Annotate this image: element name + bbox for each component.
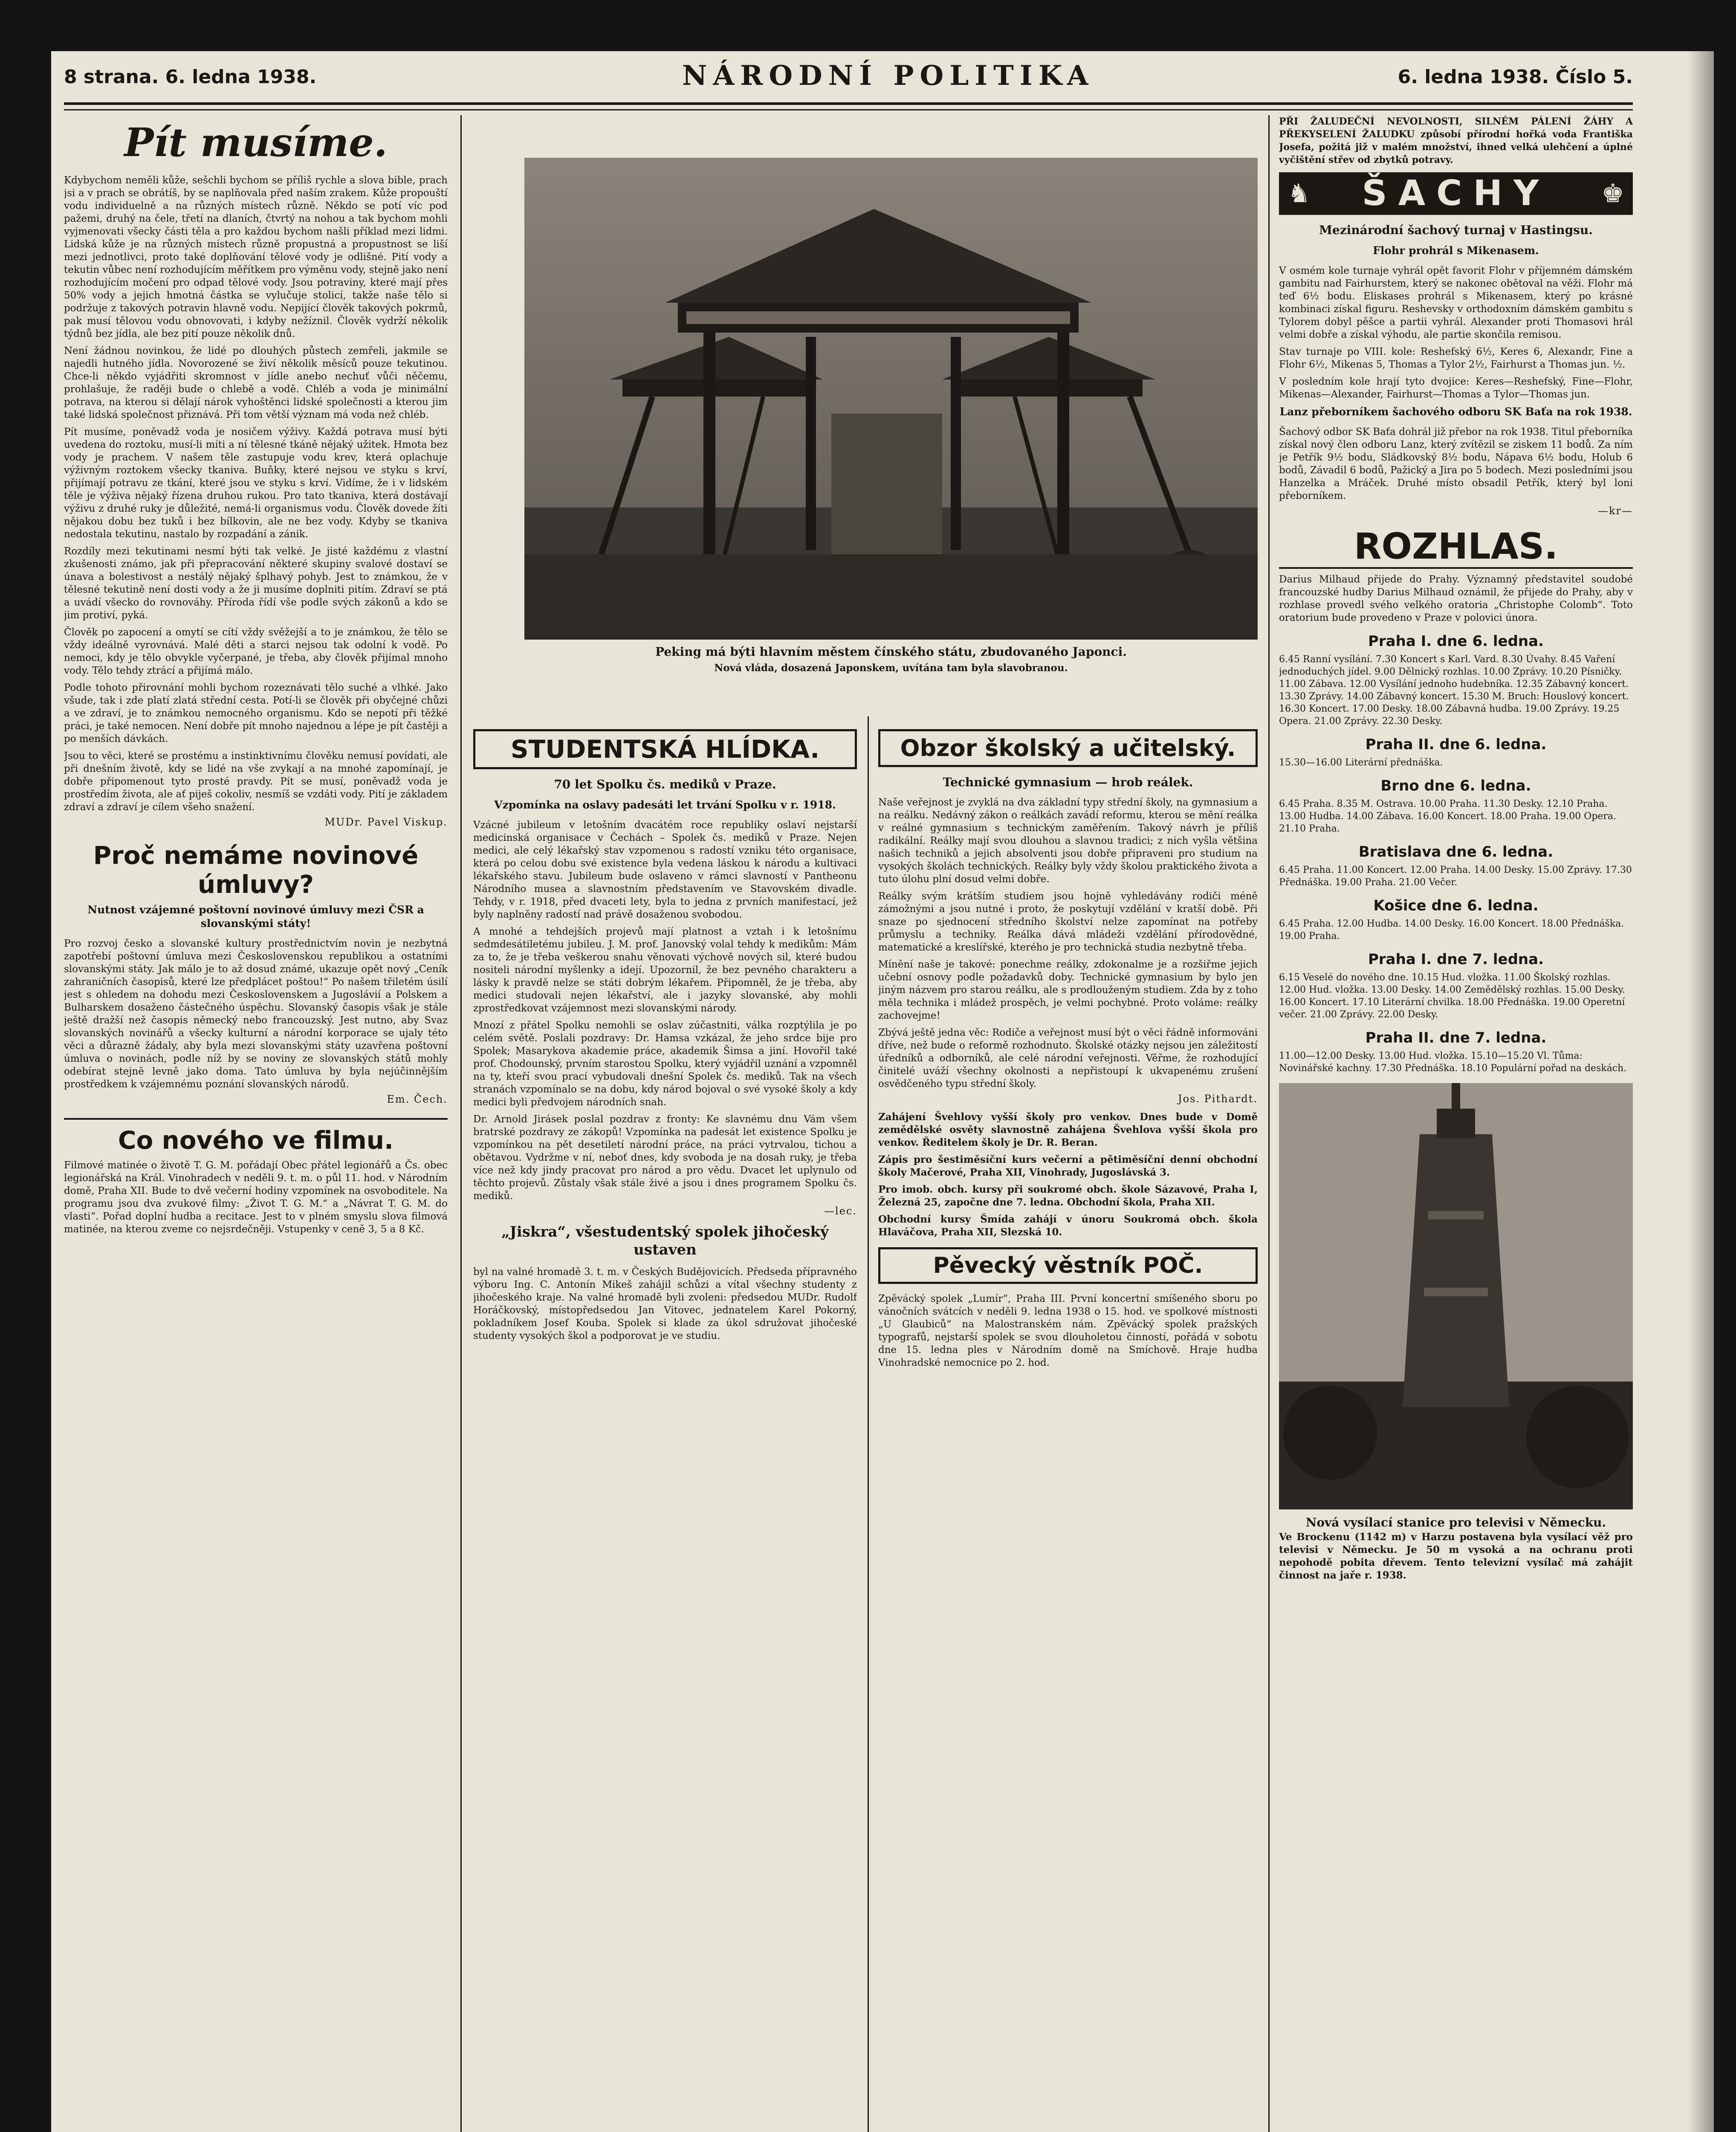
article-paragraph: V posledním kole hrají tyto dvojice: Keres—Reshefský, Fine—Flohr, Mikenas—Alexander, Fairhurst—Thomas a Tylor—Thomas jun. <box>1279 376 1633 400</box>
advertisement-frantisek-josef: PŘI ŽALUDEČNÍ NEVOLNOSTI, SILNÉM PÁLENÍ ŽÁHY A PŘEKYSELENÍ ŽALUDKU způsobí přírodní hořká voda Františka Josefa, požitá již v malém množství, ihned velká ulehčení a úplné vyčištění střev od zbytků potravy. <box>1279 116 1633 165</box>
article-signature: Jos. Pithardt. <box>1178 1093 1258 1105</box>
tv-tower-illustration <box>1279 1083 1633 1509</box>
photo-caption: Peking má býti hlavním městem čínského státu, zbudovaného Japonci. <box>655 645 1127 659</box>
column-1 <box>64 115 448 2132</box>
program-day-heading: Praha I. dne 6. ledna. <box>1368 633 1544 650</box>
column-4 <box>1279 115 1633 2132</box>
header-left: 8 strana. 6. ledna 1938. <box>64 66 317 88</box>
article-paragraph: Darius Milhaud přijede do Prahy. Významný představitel soudobé francouzské hudby Darius Milhaud oznámil, že přijede do Prahy, aby v rozhlase provedl svého velkého oratoria „Christophe Colomb“. Toto oratorium bude provedeno v Praze v polovici února. <box>1279 574 1633 623</box>
article-paragraph: Není žádnou novinkou, že lidé po dlouhých půstech zemřeli, jakmile se najedli hutného jídla. Novorozené se živí několik měsíců pouze tekutinou. Chce-li někdo vyjádřiti skromnost v jídle anebo nechuť vůči něčemu, prohlašuje, že raději bude o chlebě a vodě. Chléb a voda je minimální potrava, na kterou si dělají nárok vyhoštěnci lidské společnosti a kterou jim také lidská společnost přiznává. Při tom větší význam má voda než chléb. <box>64 345 448 420</box>
column-3 <box>878 721 1258 2132</box>
program-listing: 15.30—16.00 Literární přednáška. <box>1279 757 1443 768</box>
section-studentska-hlidka: STUDENTSKÁ HLÍDKA. <box>473 729 857 769</box>
article-paragraph: Podle tohoto přirovnání mohli bychom rozeznávati tělo suché a vlhké. Jako všude, tak i zde platí zlatá střední cesta. Potí-li se člověk při obyčejné chůzi a ve zdraví, je to známkou nemocného organismu. Kdo se nepotí při těžké práci, je také nemocen. Není dobře pít mnoho najednou a lépe je pít častěji a po menších dávkách. <box>64 682 448 744</box>
program-listing: 6.45 Praha. 11.00 Koncert. 12.00 Praha. 14.00 Desky. 15.00 Zprávy. 17.30 Přednáška. 19.00 Praha. 21.00 Večer. <box>1279 865 1632 888</box>
program-day-heading: Brno dne 6. ledna. <box>1380 777 1531 794</box>
section-rozhlas: ROZHLAS. <box>1279 525 1633 569</box>
column-divider <box>460 115 462 2132</box>
article-paragraph: Pro rozvoj česko a slovanské kultury prostřednictvím novin je nezbytná zapotřebí poštovní úmluva mezi Československou republikou a ostatními slovanskými státy. Jak málo je to až dosud známé, ukazuje opět nový „Ceník zahraničních časopisů, které lze předplácet poštou!“ Po našem třiletém úsilí jest s ohledem na dohodu mezi Československem a Jugoslávií a Polskem a Bulharskem dosaženo částečného úspěchu. Slovanský časopis však je stále ještě dražší než časopis německý nebo francouzský. Jest nutno, aby Svaz slovanských novinářů a všecky kulturní a národní korporace se ujaly této věci a důrazně žádaly, aby byla mezi slovanskými státy uzavřena poštovní úmluva o novinách, podle níž by se noviny ze slovanských států mohly odebírat stejně levně jako doma. Tato úmluva by byla nejúčinnějším prostředkem k vzájemnému poznání slovanských národů. <box>64 938 448 1090</box>
article-title-pit-musime: Pít musíme. <box>124 119 388 165</box>
school-notice: Zápis pro šestiměsíční kurs večerní a pětiměsíční denní obchodní školy Mačerové, Praha XII, Vinohrady, Jugoslávská 3. <box>878 1154 1258 1178</box>
peking-photo-caption-block <box>524 644 1258 676</box>
article-signature: MUDr. Pavel Viskup. <box>324 816 448 828</box>
article-paragraph: Člověk po zapocení a omytí se cítí vždy svěžejší a to je známkou, že tělo se vždy ideálně vyrovnává. Malé děti a starci nejsou tak odolní k vodě. Po nemoci, kdy je tělo obvykle vyčerpané, je třeba, aby člověk přijímal mnoho vody. Tělo tehdy ztrácí a přijímá málo. <box>64 627 448 676</box>
article-paragraph: Jsou to věci, které se prostému a instinktivnímu člověku nemusí povídati, ale při dnešním životě, kdy se lidé na vše zvykají a na mnohé zapomínají, je dobře připomenout tyto prosté pravdy. Pít se musí, poněvadž voda je prostředím života, ale ať piješ cokoliv, nesmíš se vzdáti vody. Pití je základem zdraví a zdraví je cílem všeho snažení. <box>64 750 448 813</box>
article-paragraph: Mnozí z přátel Spolku nemohli se oslav zúčastniti, válka rozptýlila je po celém světě. Poslali pozdravy: Dr. Hamsa vzkázal, že jeho srdce bije pro Spolek; Masarykova akademie práce, akademik Šimsa a jiní. Hovořil také prof. Chodounský, prvním starostou Spolku, který vyjádřil uznání a vzpomněl na ty, kteří svou prací vybudovali dnešní Spolek čs. mediků. Tak na všech stranách vzpomínalo se na dobu, kdy národ bojoval o své vysoké školy a kdy medici byli předvojem národních snah. <box>473 1020 857 1108</box>
article-paragraph: Naše veřejnost je zvyklá na dva základní typy střední školy, na gymnasium a na reálku. Nedávný zákon o reálkách zavádí reformu, kterou se mění reálka v reálné gymnasium s technickým zaměřením. Takový návrh je příliš radikální. Reálky mají svou dlouhou a slavnou tradici; z nich vyšla většina našich techniků a jejich absolventi jsou dobře připraveni pro studium na vysokých školách technických. Reálky byly vždy školou praktického života a tuto úlohu plní dosud velmi dobře. <box>878 797 1258 885</box>
page-header <box>64 58 1633 98</box>
section-obzor-skolsky: Obzor školský a učitelský. <box>878 729 1258 767</box>
program-listing: 6.45 Ranní vysílání. 7.30 Koncert s Karl. Vard. 8.30 Úvahy. 8.45 Vaření jednoduchých jídel. 9.00 Dělnický rozhlas. 10.00 Zprávy. 10.20 Písničky. 11.00 Zábava. 12.00 Vysílání jednoho hudebníka. 12.35 Zábavný koncert. 13.30 Zprávy. 14.00 Zábavný koncert. 15.30 M. Bruch: Houslový koncert. 16.30 Koncert. 17.00 Desky. 18.00 Zábavná hudba. 19.00 Zprávy. 19.25 Opera. 21.00 Zprávy. 22.30 Desky. <box>1279 654 1629 727</box>
header-rule <box>64 102 1633 110</box>
article-paragraph: Šachový odbor SK Baťa dohrál již přebor na rok 1938. Titul přeborníka získal nový člen odboru Lanz, který zvítězil se ziskem 11 bodů. Za ním je Petřík 9½ bodu, Sládkovský 8½ bodu, Nápava 6½ bodu, Holub 6 bodů, Závadil 6 bodů, Pažický a Jira po 5 bodech. Mezi posledními jsou Hanzelka a Mráček. Druhé místo obsadil Petřík, který byl loni přeborníkem. <box>1279 426 1633 501</box>
article-paragraph: Zbývá ještě jedna věc: Rodiče a veřejnost musí být o věci řádně informováni dříve, než bude o reformě rozhodnuto. Školské otázky nejsou jen záležitostí úředníků a odborníků, ale celé národní veřejnosti. Věřme, že rozhodující činitelé uváží všechny okolnosti a nepřistoupí k ukvapenému zrušení osvědčeného typu střední školy. <box>878 1027 1258 1089</box>
article-subtitle: Vzpomínka na oslavy padesáti let trvání Spolku v r. 1918. <box>494 799 836 811</box>
article-signature: —lec. <box>824 1205 857 1217</box>
program-day-heading: Praha II. dne 6. ledna. <box>1365 736 1547 753</box>
photo-description: Ve Brockenu (1142 m) v Harzu postavena byla vysílací věž pro televisi v Německu. Je 50 m vysoká a na ochranu proti nepohodě pobita dřevem. Tento televizní vysílač má zahájit činnost na jaře r. 1938. <box>1279 1531 1633 1581</box>
article-paragraph: Zpěvácký spolek „Lumír“, Praha III. První koncertní smíšeného sboru po vánočních svátcích v neděli 9. ledna 1938 o 15. hod. ve spolkové místnosti „U Glaubiců“ na Malostranském nám. Zpěvácký spolek pražských typografů, nejstarší spolek se svou dlouholetou činností, pořádá v sobotu dne 15. ledna ples v Národním domě na Smíchově. Hraje hudba Vinohradské nemocnice po 2. hod. <box>878 1293 1258 1368</box>
program-listing: 11.00—12.00 Desky. 13.00 Hud. vložka. 15.10—15.20 Vl. Tůma: Novinářské kachny. 17.30 Přednáška. 18.10 Populární pořad na deskách. <box>1279 1051 1627 1074</box>
article-paragraph: V osmém kole turnaje vyhrál opět favorit Flohr v příjemném dámském gambitu nad Fairhurstem, který se nakonec obětoval na věži. Flohr má teď 6½ bodu. Eliskases prohrál s Mikenasem, který po krásné kombinaci získal figuru. Reshevsky v orthodoxním dámském gambitu s Tylorem dobyl pěšce a partii vyhrál. Alexander proti Thomasovi hrál velmi dobře a získal výhodu, ale partie skončila remisou. <box>1279 265 1633 340</box>
article-signature: Em. Čech. <box>387 1093 448 1105</box>
school-notice: Obchodní kursy Šmída zahájí v únoru Soukromá obch. škola Hlaváčova, Praha XII, Slezská 10. <box>878 1214 1258 1238</box>
article-signature: —kr— <box>1597 505 1633 517</box>
article-paragraph: Pít musíme, poněvadž voda je nosičem výživy. Každá potrava musí býti uvedena do roztoku, musí-li míti a ní tělesné tkáně nějaký užitek. Hmota bez vody je prachem. V našem těle zastupuje vodu krev, která oplachuje výživným roztokem všecky tkaniva. Buňky, které nejsou ve styku s krví, přijímají potravu ze tkání, které jsou ve styku s krví. Vidíme, že i v lidském těle je výživa nějaký řízena druhou rukou. Pro tato tkaniva, která dostávají výživu z druhé ruky je důležité, nemá-li organismus vodu. Člověk dovede žíti nějakou dobu bez tuků i bez bílkovin, ale ne bez vody. Kdyby se tkaniva nedostala tekutinu, nastalo by rozpadání a zánik. <box>64 426 448 540</box>
peking-gate-illustration <box>524 158 1258 640</box>
tv-tower-photo <box>1279 1083 1633 1509</box>
article-subtitle: Nutnost vzájemné poštovní novinové úmluvy mezi ČSR a slovanskými státy! <box>87 904 424 930</box>
school-notice: Zahájení Švehlovy vyšší školy pro venkov. Dnes bude v Domě zemědělské osvěty slavnostně zahájena Švehlova vyšší škola pro venkov. Ředitelem školy je Dr. R. Beran. <box>878 1111 1258 1148</box>
article-title-film: Co nového ve filmu. <box>64 1118 448 1155</box>
program-day-heading: Košice dne 6. ledna. <box>1373 897 1539 914</box>
masthead: NÁRODNÍ POLITIKA <box>682 60 1094 92</box>
article-subtitle: Flohr prohrál s Mikenasem. <box>1373 244 1539 257</box>
article-title-hastings: Mezinárodní šachový turnaj v Hastingsu. <box>1319 223 1593 237</box>
article-paragraph: Dr. Arnold Jirásek poslal pozdrav z fronty: Ke slavnému dnu Vám všem bratrské pozdravy ze zákopů! Vzpomínka na padesát let existence Spolku je vzpomínkou na pět desetiletí národní práce, na práci vytrvalou, tichou a obětavou. Vydržme v ní, neboť dnes, kdy svoboda je na dosah ruky, je třeba více než kdy jindy pracovat pro národ a pro vědu. Dvacet let uplynulo od těchto projevů. Zůstaly však stále živé a jsou i dnes programem Spolku čs. mediků. <box>473 1114 857 1202</box>
chess-king-icon: ♚ <box>1601 179 1624 209</box>
article-paragraph: Rozdíly mezi tekutinami nesmí býti tak velké. Je jisté každému z vlastní zkušenosti známo, jak při přepracování některé skupiny svalové dostaví se únava a bolestivost a nestálý nějaký šplhavý pohyb. Jest to známkou, že v tělesné tekutině není dosti vody a že ji musíme doplniti pitím. Zdraví se ptá a uvádí všecko do rovnováhy. Příroda řídí vše podle svých zákonů a kdo se jim protiví, pyká. <box>64 546 448 621</box>
section-pevecky-vestnik: Pěvecký věstník POČ. <box>878 1247 1258 1284</box>
article-paragraph: Mínění naše je takové: ponechme reálky, zdokonalme je a rozšiřme jejich učební osnovy podle požadavků doby. Technické gymnasium by bylo jen jiným názvem pro starou reálku, ale s prodlouženým studiem. Zda by z toho měla technika i mládež prospěch, je velmi pochybné. Proto voláme: reálky zachovejme! <box>878 959 1258 1021</box>
program-listing: 6.45 Praha. 8.35 M. Ostrava. 10.00 Praha. 11.30 Desky. 12.10 Praha. 13.00 Hudba. 14.00 Zábava. 16.00 Koncert. 18.00 Praha. 19.00 Opera. 21.10 Praha. <box>1279 799 1617 834</box>
article-title-spolek-mediku: 70 let Spolku čs. mediků v Praze. <box>554 777 776 791</box>
column-divider <box>868 716 869 2132</box>
article-paragraph: Stav turnaje po VIII. kole: Reshefský 6½, Keres 6, Alexandr, Fine a Flohr 6½, Mikenas 5, Thomas a Tylor 2½, Fairhurst a Thomas jun. ½. <box>1279 346 1633 370</box>
header-right: 6. ledna 1938. Číslo 5. <box>1397 66 1633 88</box>
article-paragraph: Filmové matinée o životě T. G. M. pořádají Obec přátel legionářů a Čs. obec legionářská na Král. Vinohradech v neděli 9. t. m. o půl 11. hod. v Národním domě, Praha XII. Bude to dvě večerní hodiny vzpomínek na osvoboditele. Na programu jsou dva zvukové filmy: „Život T. G. M.“ a „Návrat T. G. M. do vlasti“. Pořad doplní hudba a recitace. Jest to v plném smyslu slova filmová matinée, na kterou zveme co nejsrdečněji. Vstupenky v ceně 3, 5 a 8 Kč. <box>64 1160 448 1235</box>
program-day-heading: Praha II. dne 7. ledna. <box>1365 1029 1547 1046</box>
chess-knight-icon: ♞ <box>1288 179 1311 209</box>
photo-subcaption: Nová vláda, dosazená Japonskem, uvítána tam byla slavobranou. <box>714 662 1068 674</box>
section-sachy-label: ŠACHY <box>1362 173 1550 214</box>
program-listing: 6.15 Veselé do nového dne. 10.15 Hud. vložka. 11.00 Školský rozhlas. 12.00 Hud. vložka. 13.00 Desky. 14.00 Zemědělský rozhlas. 15.00 Desky. 16.00 Koncert. 17.10 Literární chvilka. 18.00 Přednáška. 19.00 Operetní večer. 21.00 Zprávy. 22.00 Desky. <box>1279 972 1625 1020</box>
section-sachy <box>1279 172 1633 215</box>
article-paragraph: Reálky svým krátším studiem jsou hojně vyhledávány rodiči méně zámožnými a jsou nutné i proto, že poskytují vzdělání v kratší době. Při snaze po sjednocení středního školství nelze zapomínat na potřeby průmyslu a techniky. Reálka dává mládeži vzdělání přírodovědné, matematické a kreslířské, kterého je pro technická studia nezbytně třeba. <box>878 891 1258 953</box>
article-paragraph: Kdybychom neměli kůže, sešchli bychom se příliš rychle a slova bible, prach jsi a v prach se obrátíš, by se naplňovala před naším zrakem. Kůže propouští vodu individuelně a na různých místech různě. Někdo se potí víc pod pažemi, druhý na čele, třetí na dlaních, čtvrtý na nohou a tak bychom mohli vyjmenovati všecky části těla a pro každou bychom našli příklad mezi lidmi. Lidská kůže je na různých místech různě propustná a propustnost se liší mezi jednotlivci, proto také doplňování tělové vody je odlišné. Pití vody a tekutin vůbec není rozhodujícím měřítkem pro výměnu vody, stejně jako není rozhodujícím močení pro odpad tělové vody. Jsou potraviny, které mají přes 50% vody a jejich hmotná částka se vylučuje stolicí, takže naše tělo si podržuje z takových potravin hlavně vodu. Nepijící člověk takových pokrmů, pak musí tělovou vodu obnovovati, i kdyby nežíznil. Člověk vydrží několik týdnů bez jídla, ale bez pití pouze několik dnů. <box>64 175 448 339</box>
article-title-lanz: Lanz přeborníkem šachového odboru SK Baťa na rok 1938. <box>1279 406 1632 418</box>
article-title-technicke-gymnasium: Technické gymnasium — hrob reálek. <box>943 775 1193 789</box>
column-2 <box>473 721 857 2132</box>
program-day-heading: Praha I. dne 7. ledna. <box>1368 951 1544 968</box>
column-divider <box>1268 115 1270 2132</box>
peking-photo <box>524 158 1258 640</box>
school-notice: Pro imob. obch. kursy při soukromé obch. škole Sázavové, Praha I, Železná 25, započne dne 7. ledna. Obchodní škola, Praha XII. <box>878 1184 1258 1208</box>
program-listing: 6.45 Praha. 12.00 Hudba. 14.00 Desky. 16.00 Koncert. 18.00 Přednáška. 19.00 Praha. <box>1279 918 1624 941</box>
program-day-heading: Bratislava dne 6. ledna. <box>1358 843 1554 860</box>
article-paragraph: A mnohé a tehdejších projevů mají platnost a vztah i k letošnímu sedmdesátiletému jubileu. J. M. prof. Janovský volal tehdy k medikům: Mám za to, že je třeba veškerou snahu věnovati výchově nových sil, které budou nositeli národní myšlenky a idejí. Upozornil, že bez pevného charakteru a lásky k pravdě nelze se státi dobrým lékařem. Připomněl, že je třeba, aby medici studovali nejen lékařství, ale i jazyky slovanské, aby mohli zprostředkovat vzájemnost mezi slovanskými národy. <box>473 926 857 1014</box>
article-title-jiskra: „Jiskra“, všestudentský spolek jihočeský ustaven <box>501 1223 829 1258</box>
article-paragraph: Vzácné jubileum v letošním dvacátém roce republiky oslaví nejstarší medicinská organisace v Čechách – Spolek čs. mediků v Praze. Nejen medici, ale celý lékařský stav vzpomenou s radostí vzniku této organisace, která po celou dobu své existence byla vedena láskou k národu a kultivaci lékařského stavu. Jubileum bude oslaveno v rámci slavností v Pantheonu Národního musea a slavnostním představením ve Stavovském divadle. Tehdy, v r. 1918, před dvaceti lety, byla to jedna z prvních manifestací, jež byly naplněny radostí nad právě dosaženou svobodou. <box>473 820 857 920</box>
article-title-novinove-umluvy: Proč nemáme novinové úmluvy? <box>93 841 419 899</box>
photo-caption: Nová vysílací stanice pro televisi v Německu. <box>1305 1515 1606 1529</box>
article-paragraph: byl na valné hromadě 3. t. m. v Českých Budějovicích. Předseda přípravného výboru Ing. C. Antonín Mikeš zahájil schůzi a vítal všechny studenty z jihočeského kraje. Na valné hromadě byli zvoleni: předsedou MUDr. Rudolf Horáčkovský, místopředsedou Jan Vitovec, jednatelem Karel Pokorný, pokladníkem Josef Kouba. Spolek si klade za úkol sdružovat jihočeské studenty vysokých škol a podporovat je ve studiu. <box>473 1266 857 1341</box>
